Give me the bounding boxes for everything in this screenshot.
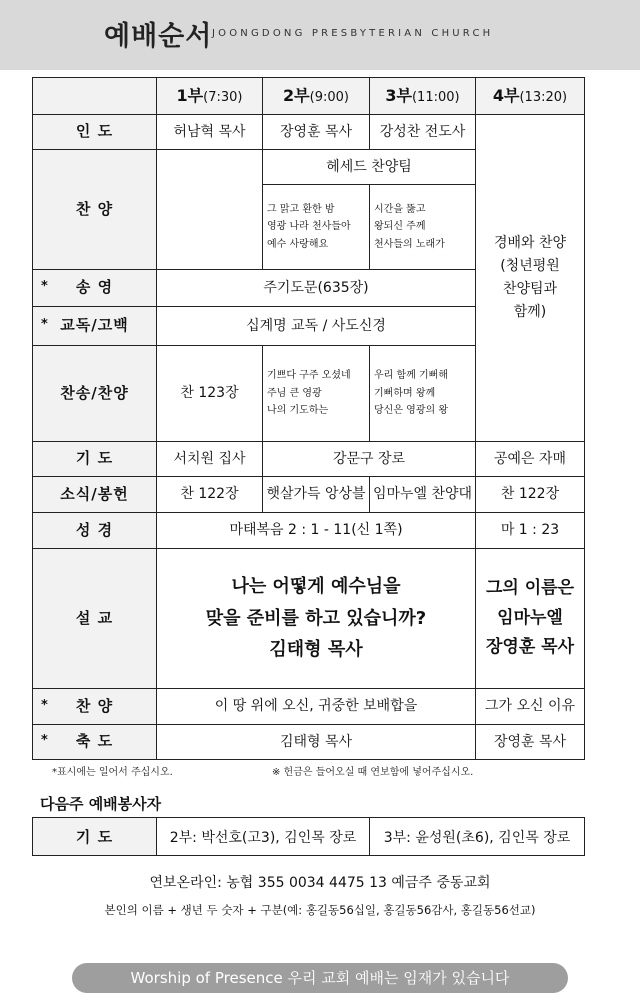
benediction-s4: 장영훈 목사 [476,725,585,760]
closing-song-s4: 그가 오신 이유 [476,689,585,725]
lead-s3: 강성찬 전도사 [370,115,476,150]
service-header-row [33,78,585,115]
news-row [33,477,585,513]
praise-s3-songs: 시간을 뚫고 왕되신 주께 천사들의 노래가 [370,185,476,270]
scripture-s123: 마태복음 2 : 1 - 11(신 1쪽) [157,513,476,549]
next-prayer-s3: 3부: 윤성원(초6), 김인목 장로 [370,818,585,856]
offering-note: ※ 헌금은 들어오실 때 연보함에 넣어주십시오. [272,767,474,778]
sermon-s123: 나는 어떻게 예수님을 맞을 준비를 하고 있습니까? 김태형 목사 [157,549,476,689]
online-offering-instructions: 본인의 이름 + 생년 두 숫자 + 구분(예: 홍길동56십일, 홍길동56감사, 홍길동56선교) [104,903,536,917]
benediction-row [33,725,585,760]
lead-s2: 장영훈 목사 [263,115,370,150]
next-week-table [32,817,585,856]
service-3-header: 3부(11:00) [370,78,476,115]
benediction-label: * 축 도 [33,725,157,760]
reading-label: * 교독/고백 [33,307,157,346]
scripture-row [33,513,585,549]
sermon-row [33,549,585,689]
scripture-s4: 마 1 : 23 [476,513,585,549]
footer-banner: Worship of Presence 우리 교회 예배는 임재가 있습니다 [72,963,568,993]
page-title: 예배순서 [104,21,213,52]
closing-song-s123: 이 땅 위에 오신, 귀중한 보배합을 [157,689,476,725]
next-prayer-label: 기 도 [33,818,157,856]
church-name: JOONGDONG PRESBYTERIAN CHURCH [212,28,494,39]
news-s1: 찬 122장 [157,477,263,513]
news-s4: 찬 122장 [476,477,585,513]
next-prayer-s2: 2부: 박선호(고3), 김인목 장로 [157,818,370,856]
praise-label: 찬 양 [33,150,157,270]
online-offering-info: 연보온라인: 농협 355 0034 4475 13 예금주 중동교회 [149,875,491,891]
closing-song-label: * 찬 양 [33,689,157,725]
service-4-header: 4부(13:20) [476,78,585,115]
lead-label: 인 도 [33,115,157,150]
prayer-row [33,442,585,477]
reading-value: 십계명 교독 / 사도신경 [157,307,476,346]
standing-note: *표시에는 일어서 주십시오. [52,767,173,778]
doxology-value: 주기도문(635장) [157,270,476,307]
news-s3: 임마누엘 찬양대 [370,477,476,513]
service-1-header: 1부(7:30) [157,78,263,115]
news-label: 소식/봉헌 [33,477,157,513]
header-bar [0,0,640,70]
scripture-label: 성 경 [33,513,157,549]
praise-s2-songs: 그 맑고 환한 밤 영광 나라 천사들아 예수 사랑해요 [263,185,370,270]
prayer-s4: 공예은 자매 [476,442,585,477]
news-s2: 햇살가득 앙상블 [263,477,370,513]
hymn-s3-songs: 우리 함께 기뻐해 기뻐하며 왕께 당신은 영광의 왕 [370,346,476,442]
hymn-s2-songs: 기쁘다 구주 오셨네 주님 큰 영광 나의 기도하는 [263,346,370,442]
corner-cell [33,78,157,115]
hymn-s1: 찬 123장 [157,346,263,442]
prayer-label: 기 도 [33,442,157,477]
hymn-label: 찬송/찬양 [33,346,157,442]
lead-s1: 허남혁 목사 [157,115,263,150]
praise-s1 [157,150,263,270]
sermon-label: 설 교 [33,549,157,689]
closing-song-row [33,689,585,725]
lead-row [33,115,585,150]
worship-col4: 경배와 찬양 (청년평원 찬양팀과 함께) [476,115,585,442]
next-week-row [33,818,585,856]
prayer-s1: 서치원 집사 [157,442,263,477]
worship-order-table [32,77,585,760]
prayer-s23: 강문구 장로 [263,442,476,477]
praise-team: 헤세드 찬양팀 [263,150,476,185]
next-week-title: 다음주 예배봉사자 [40,795,162,813]
service-2-header: 2부(9:00) [263,78,370,115]
benediction-s123: 김태형 목사 [157,725,476,760]
sermon-s4: 그의 이름은 임마누엘 장영훈 목사 [476,549,585,689]
doxology-label: * 송 영 [33,270,157,307]
